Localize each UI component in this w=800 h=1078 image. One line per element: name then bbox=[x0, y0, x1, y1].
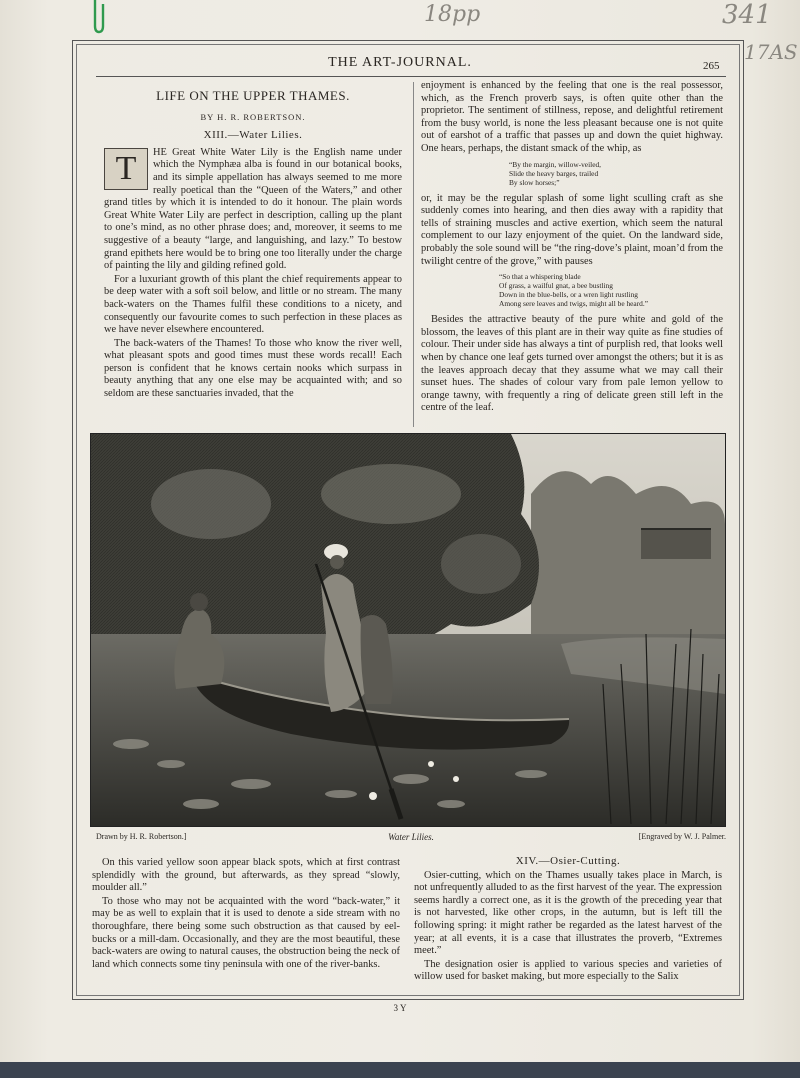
section-title-water-lilies: XIII.—Water Lilies. bbox=[203, 129, 303, 142]
caption-engraved-by: [Engraved by W. J. Palmer. bbox=[638, 832, 726, 841]
journal-title: THE ART-JOURNAL. bbox=[328, 55, 472, 70]
caption-drawn-by: Drawn by H. R. Robertson.] bbox=[96, 832, 187, 841]
annotation-top-right: 341 bbox=[722, 0, 772, 30]
scanner-edge bbox=[0, 1062, 800, 1078]
paragraph: To those who may not be acquainted with the word “back-water,” it may be as well to explain that it is used to denote a side stream with no thoroughfare, there being some such obstruction as that caused by eel-bucks or a mill-dam. Occasionally, and they are the most beautiful, these back-waters are owing to natural causes, the obstruction being the neck of land which connects some tiny peninsula with one of the river-banks. bbox=[92, 895, 400, 970]
drop-cap: T bbox=[104, 148, 148, 190]
lower-right-column bbox=[414, 855, 722, 985]
annotation-top-center: 18pp bbox=[424, 2, 481, 27]
paragraph: The designation osier is applied to various species and varieties of willow used for basket making, but more especially to the Salix bbox=[414, 958, 722, 983]
page-number: 265 bbox=[703, 60, 720, 72]
engraving-picture bbox=[91, 434, 725, 826]
printer-signature: 3 Y bbox=[393, 1003, 407, 1013]
upper-right-column bbox=[421, 80, 723, 416]
section-title-osier-cutting: XIV.—Osier-Cutting. bbox=[515, 855, 621, 867]
paragraph: On this varied yellow soon appear black spots, which at first contrast splendidly with the ground, but afterwards, as they spread “slowly, moulder all.” bbox=[92, 857, 400, 894]
paragraph: Osier-cutting, which on the Thames usually takes place in March, is not unfrequently alluded to as the first harvest of the year. The expression seems hardly a correct one, as it is the growth of the preceding year that is not harvested, like other crops, in the autumn, but is left till the following spring: it might rather be regarded as the latest harvest of the year; at all events, it is a case that illustrates the proverb, “Extremes meet.” bbox=[414, 869, 722, 957]
engraving-caption bbox=[96, 832, 726, 846]
column-rule bbox=[413, 82, 414, 427]
paragraph: The back-waters of the Thames! To those who know the river well, what pleasant spots and good times must these words recall! Each person is confident that he knows certain nooks which surpass in beauty anything that any one else may be acquainted with; and so seldom are these sanctuaries invaded, that the bbox=[104, 337, 402, 400]
engraving-water-lilies bbox=[90, 433, 726, 827]
paragraph: T HE Great White Water Lily is the English name under which the Nymphæa alba is found in our botanical books, and its simple appellation has always seemed to me more really poetical than the “Queen of the Waters,” and other grand titles by which it is intended to do it honour. The plain words Great White Water Lily are perfect in description, calling up the plant to one’s mind, as no other phrase does; and, moreover, it seems to me suggestive of a beauty “large, and languishing, and lazy.” To bestow grand epithets here would be to bring one too literally under the charge of painting the lily and gilding refined gold. bbox=[104, 146, 402, 272]
paragraph: For a luxuriant growth of this plant the chief requirements appear to be deep water with a soft soil below, and little or no stream. The many back-waters on the Thames fulfil these conditions to a nicety, and consequently our favourite comes to such perfection in these places as we have never elsewhere encountered. bbox=[104, 273, 402, 336]
verse-quote-2: “So that a whispering blade Of grass, a wailful gnat, a bee bustling Down in the blue-bells, or a wren light rustling Among sere leaves and twigs, might all be heard.” bbox=[499, 272, 648, 309]
article-title: LIFE ON THE UPPER THAMES. bbox=[156, 88, 350, 103]
verse-quote-1: “By the margin, willow-veiled, Slide the heavy barges, trailed By slow horses;” bbox=[509, 159, 602, 187]
caption-title: Water Lilies. bbox=[388, 832, 434, 842]
header-rule bbox=[96, 76, 726, 77]
article-byline: BY H. R. ROBERTSON. bbox=[200, 111, 306, 122]
upper-left-column bbox=[104, 90, 402, 402]
annotation-right-margin: 17AS bbox=[744, 40, 798, 64]
paragraph: or, it may be the regular splash of some light sculling craft as she suddenly comes into hearing, and then dies away with a rapidity that tells of straining muscles and active exertion, which seem the natural complement to our lazy enjoyment of the quiet. On the landward side, probably the sole sound will be “the ring-dove’s plaint, moan’d from the twilight centre of the grove,” with pauses bbox=[421, 192, 723, 267]
paper-clip-icon bbox=[92, 0, 106, 34]
paragraph: Besides the attractive beauty of the pure white and gold of the blossom, the leaves of this plant are in their way quite as fine studies of colour. Their under side has always a tint of purplish red, that looks well when by chance one leaf gets turned over amongst the others; but it is as the leaves approach decay that they assume what we may call their sunset hues. The shades of colour vary from pale lemon yellow to orange tawny, with frequently a ring of delicate green still left in the centre of the leaf. bbox=[421, 314, 723, 414]
lower-left-column bbox=[92, 857, 400, 972]
paragraph: enjoyment is enhanced by the feeling that one is the real possessor, which, as the French proverb says, is often quite other than the proprietor. The sentiment of stillness, repose, and delightful retirement from the busy world, is none the less pleasant because one is not quite out of earshot of a traffic that passes up and down the quiet highway. One hears, perhaps, the distant smack of the whip, as bbox=[421, 80, 723, 154]
